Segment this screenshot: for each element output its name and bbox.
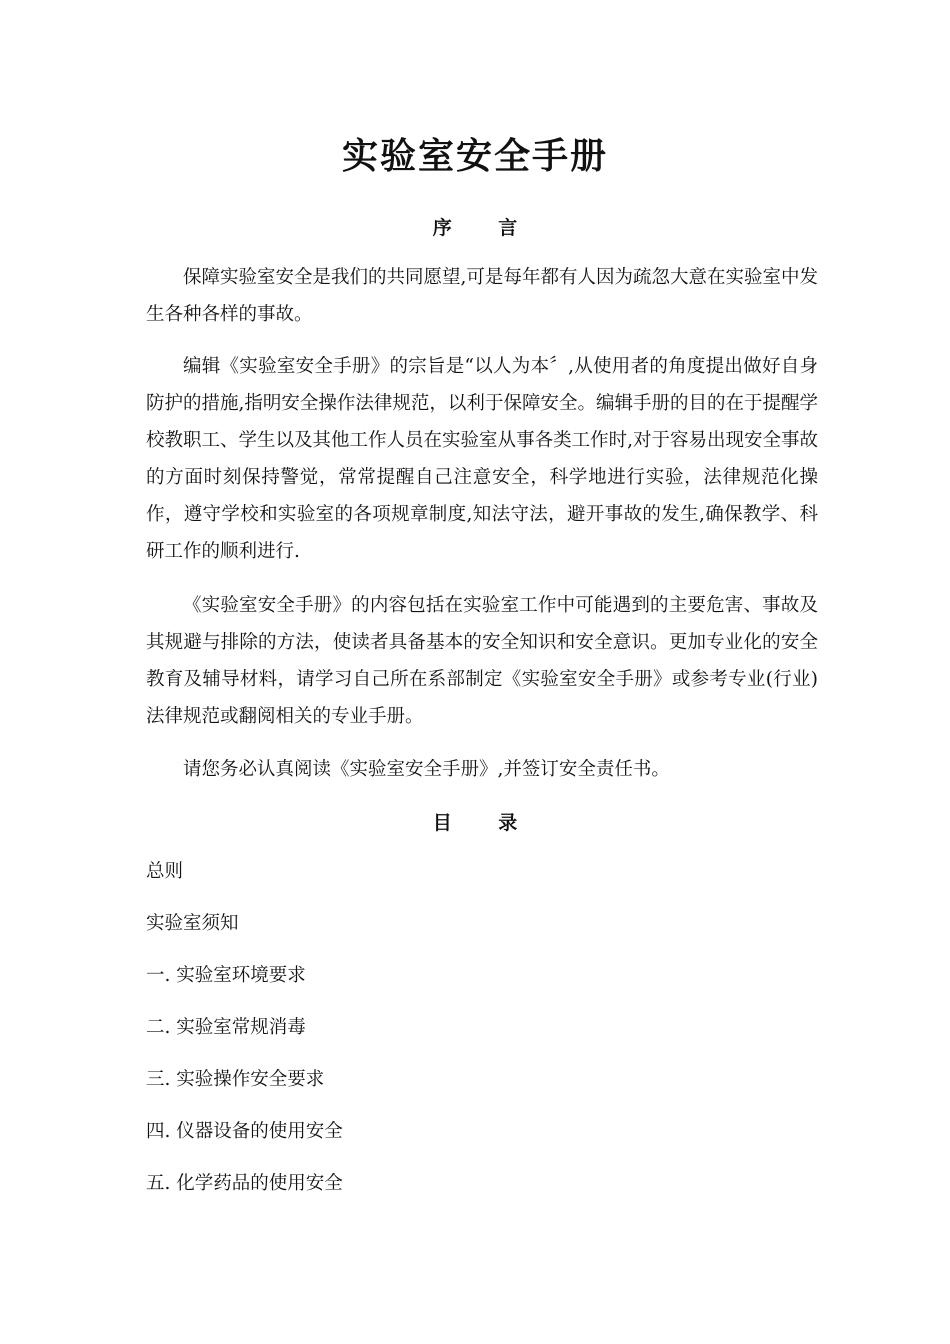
toc-heading: 目 录 xyxy=(432,812,538,834)
toc-item-operation-safety: 三. 实验操作安全要求 xyxy=(146,1069,325,1090)
toc-item-chemical-safety: 五. 化学药品的使用安全 xyxy=(146,1173,343,1194)
toc-item-environment: 一. 实验室环境要求 xyxy=(146,965,306,986)
preface-paragraph-4: 请您务必认真阅读《实验室安全手册》,并签订安全责任书。 xyxy=(183,759,670,780)
table-of-contents xyxy=(146,855,806,1219)
toc-item-lab-notice: 实验室须知 xyxy=(146,913,239,934)
toc-item-equipment-safety: 四. 仪器设备的使用安全 xyxy=(146,1121,343,1142)
toc-item-general: 总则 xyxy=(146,861,184,882)
preface-paragraph-3: 《实验室安全手册》的内容包括在实验室工作中可能遇到的主要危害、事故及其规避与排除的方法，使读者具备基本的安全知识和安全意识。更加专业化的安全教育及辅导材料，请学习自己所在系部制定《实验室安全手册》或参考专业(行业)法律规范或翻阅相关的专业手册。 xyxy=(146,595,818,727)
preface-heading: 序 言 xyxy=(432,217,538,239)
document-title: 实验室安全手册 xyxy=(341,135,608,177)
toc-item-disinfection: 二. 实验室常规消毒 xyxy=(146,1017,306,1038)
preface-paragraph-2: 编辑《实验室安全手册》的宗旨是“以人为本〞,从使用者的角度提出做好自身防护的措施,指明安全操作法律规范，以利于保障安全。编辑手册的目的在于提醒学校教职工、学生以及其他工作人员在实验室从事各类工作时,对于容易出现安全事故的方面时刻保持警觉，常常提醒自己注意安全，科学地进行实验，法律规范化操作，遵守学校和实验室的各项规章制度,知法守法，避开事故的发生,确保教学、科研工作的顺利进行. xyxy=(146,356,818,562)
preface-paragraph-1: 保障实验室安全是我们的共同愿望,可是每年都有人因为疏忽大意在实验室中发生各种各样的事故。 xyxy=(146,267,818,325)
